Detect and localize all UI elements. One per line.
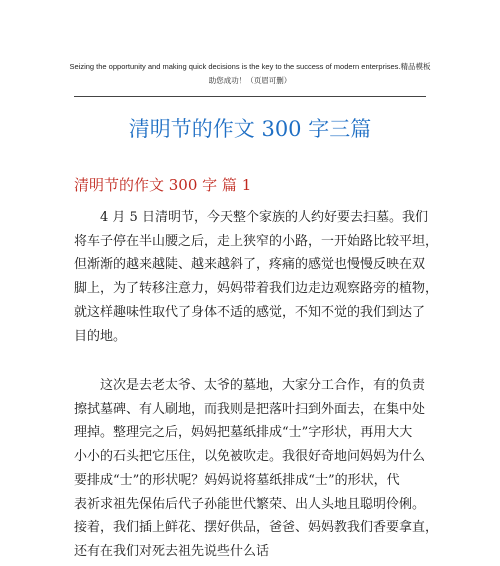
paragraph-line: 但渐渐的越来越陡、越来越斜了，疼痛的感觉也慢慢反映在双 bbox=[74, 257, 426, 273]
paragraph-line: 这次是去老太爷、太爷的墓地，大家分工合作，有的负责 bbox=[74, 378, 426, 393]
paragraph-line: 擦拭墓碑、有人刷地，而我则是把落叶扫到外面去，在集中处 bbox=[74, 401, 426, 417]
header-divider bbox=[74, 96, 426, 97]
paragraph-line: 目的地。 bbox=[74, 328, 127, 344]
paragraph-line: 脚上，为了转移注意力，妈妈带着我们边走边观察路旁的植物， bbox=[74, 281, 439, 297]
paragraph-line: 接着，我们插上鲜花、摆好供品，爸爸、妈妈教我们香要拿直， bbox=[74, 520, 439, 536]
header-line-1: Seizing the opportunity and making quick decisions is the key to the success of modern enterprises.精品模板 bbox=[69, 62, 431, 71]
paragraph-line: 将车子停在半山腰之后，走上狭窄的小路，一开始路比较平坦， bbox=[74, 233, 439, 249]
paragraph-line: 还有在我们对死去祖先说些什么话 bbox=[74, 543, 270, 559]
page-header bbox=[40, 60, 460, 88]
header-line-2: 助您成功！（页眉可删） bbox=[208, 76, 292, 85]
document-title: 清明节的作文 300 字三篇 bbox=[128, 117, 372, 141]
paragraph-line: 就这样趣味性取代了身体不适的感觉，不知不觉的我们到达了 bbox=[74, 304, 426, 320]
paragraph-1 bbox=[74, 206, 439, 348]
section-heading: 清明节的作文 300 字 篇 1 bbox=[74, 176, 252, 194]
paragraph-line: 表祈求祖先保佑后代子孙能世代繁荣、出人头地且聪明伶俐。 bbox=[74, 496, 426, 512]
paragraph-line: 小小的石头把它压住，以免被吹走。我很好奇地问妈妈为什么 bbox=[74, 449, 426, 465]
paragraph-line: 理掉。整理完之后，妈妈把墓纸排成“士”字形状，再用大大 bbox=[74, 425, 413, 441]
paragraph-line: 4 月 5 日清明节，今天整个家族的人约好要去扫墓。我们 bbox=[74, 210, 428, 225]
paragraph-line: 要排成“士”的形状呢？妈妈说将墓纸排成“士”的形状，代 bbox=[74, 472, 400, 488]
paragraph-2 bbox=[74, 374, 439, 564]
